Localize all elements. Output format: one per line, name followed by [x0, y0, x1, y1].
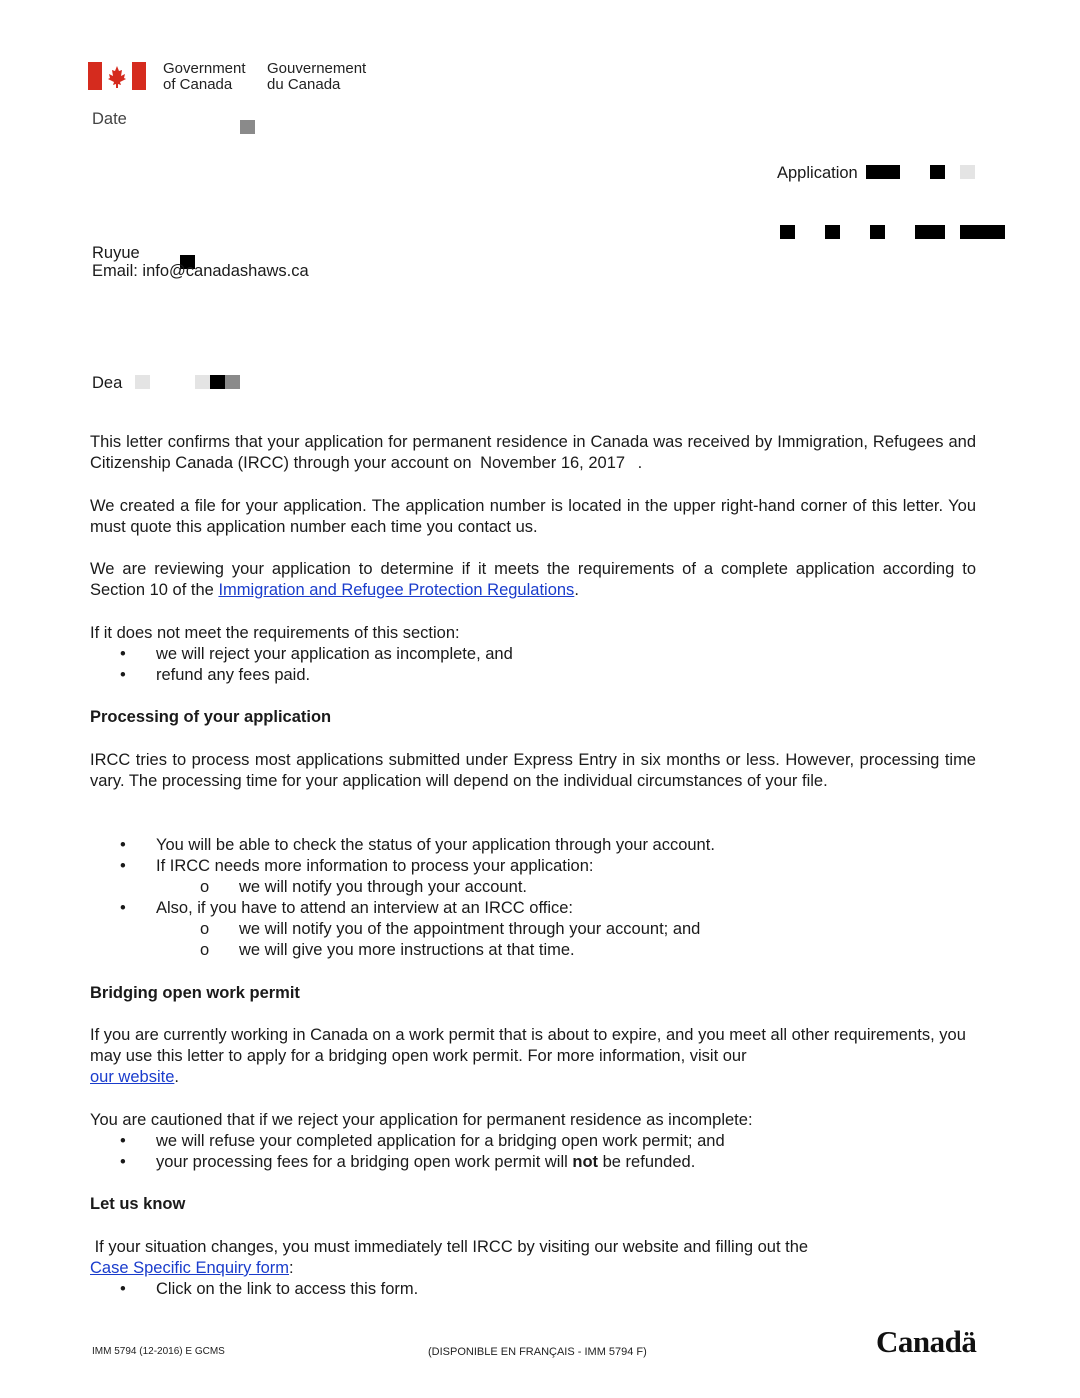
- bullet-glyph: •: [120, 899, 126, 917]
- redaction-block: [210, 375, 225, 389]
- emphasis-not: not: [572, 1153, 599, 1171]
- bullet-glyph: •: [120, 1153, 126, 1171]
- recipient-email: Email: info@canadashaws.ca: [92, 262, 309, 280]
- redaction-block: [825, 225, 840, 239]
- irpr-link[interactable]: Immigration and Refugee Protection Regulations: [218, 581, 575, 599]
- sub-list-item: [200, 877, 970, 898]
- list-item: [120, 856, 970, 877]
- case-specific-enquiry-link[interactable]: Case Specific Enquiry form: [90, 1259, 289, 1277]
- redaction-block: [225, 375, 240, 389]
- heading-bridging: Bridging open work permit: [90, 984, 300, 1002]
- bridging-text: If you are currently working in Canada on a work permit that is about to expire, and you meet all other requirements, you may use this letter to apply for a bridging open work permit. For more information, visit our: [90, 1026, 966, 1065]
- requirements-intro: If it does not meet the requirements of this section:: [90, 624, 460, 642]
- gov-fr-line1: Gouvernement: [267, 60, 367, 77]
- paragraph-reviewing: [90, 559, 976, 601]
- redaction-block: [930, 165, 945, 179]
- salutation: Dea: [92, 374, 123, 392]
- list-item-text: we will refuse your completed application for a bridging open work permit; and: [156, 1132, 725, 1150]
- list-item: [120, 1131, 970, 1152]
- list-item-text: Also, if you have to attend an interview at an IRCC office:: [156, 899, 574, 917]
- our-website-link[interactable]: our website: [90, 1068, 175, 1086]
- sub-list-item: [200, 919, 970, 940]
- canada-flag-icon: [88, 62, 146, 90]
- gov-name-en: [163, 61, 246, 93]
- form-code: IMM 5794 (12-2016) E GCMS: [92, 1346, 225, 1357]
- list-item-text: [156, 1153, 695, 1171]
- paragraph-confirmation: [90, 432, 976, 474]
- redaction-block: [915, 225, 945, 239]
- redaction-block: [195, 375, 210, 389]
- list-item-text: You will be able to check the status of your application through your account.: [156, 836, 715, 854]
- redaction-block: [135, 375, 150, 389]
- redaction-block: [780, 225, 795, 239]
- caution-intro: You are cautioned that if we reject your application for permanent residence as incomplete:: [90, 1111, 753, 1129]
- sub-list-item: [200, 940, 970, 961]
- period: .: [174, 1068, 179, 1086]
- list-item-text: refund any fees paid.: [156, 666, 311, 684]
- recipient-name: Ruyue: [92, 244, 140, 262]
- gov-en-line2: of Canada: [163, 76, 233, 93]
- redaction-block: [240, 120, 255, 134]
- list-item-text: Click on the link to access this form.: [156, 1280, 419, 1298]
- list-item-text: we will give you more instructions at that time.: [239, 941, 575, 959]
- list-item: [120, 644, 940, 665]
- list-item-text: we will notify you through your account.: [239, 878, 527, 896]
- paragraph-file-created: We created a file for your application. The application number is located in the upper right-hand corner of this letter. You must quote this application number each time you contact us.: [90, 497, 976, 536]
- list-item-text: If IRCC needs more information to process your application:: [156, 857, 594, 875]
- fees-text-end: be refunded.: [602, 1153, 696, 1171]
- redaction-block: [866, 165, 900, 179]
- sub-bullet-glyph: o: [200, 878, 210, 896]
- bullet-glyph: •: [120, 1132, 126, 1150]
- paragraph-let-us-know: If your situation changes, you must immediately tell IRCC by visiting our website and filling out the: [90, 1238, 809, 1256]
- list-item-text: we will notify you of the appointment through your account; and: [239, 920, 701, 938]
- enquiry-link-line: [90, 1258, 294, 1279]
- heading-processing: Processing of your application: [90, 708, 332, 726]
- sub-bullet-glyph: o: [200, 920, 210, 938]
- paragraph-bridging: [90, 1025, 976, 1088]
- heading-let-us-know: Let us know: [90, 1195, 186, 1213]
- canada-wordmark: Canadä: [876, 1324, 977, 1359]
- french-availability: (DISPONIBLE EN FRANÇAIS - IMM 5794 F): [428, 1346, 647, 1358]
- application-label: Application: [777, 164, 858, 182]
- colon: :: [289, 1259, 294, 1277]
- list-item: [120, 1279, 970, 1300]
- redaction-block: [870, 225, 885, 239]
- redaction-block: [960, 225, 1005, 239]
- gov-name-fr: [267, 61, 366, 93]
- received-date: November 16, 2017: [480, 454, 626, 472]
- period: .: [637, 454, 643, 472]
- bullet-glyph: •: [120, 836, 126, 854]
- bullet-glyph: •: [120, 645, 126, 663]
- list-item: [120, 665, 940, 686]
- date-label: Date: [92, 110, 127, 128]
- bullet-glyph: •: [120, 1280, 126, 1298]
- list-item: [120, 835, 970, 856]
- list-item-text: we will reject your application as incomplete, and: [156, 645, 513, 663]
- sub-bullet-glyph: o: [200, 941, 210, 959]
- redaction-block: [960, 165, 975, 179]
- list-item: [120, 898, 970, 919]
- bullet-glyph: •: [120, 666, 126, 684]
- paragraph-processing: IRCC tries to process most applications submitted under Express Entry in six months or less. However, processing time vary. The processing time for your application will depend on the individual circumstances of your file.: [90, 751, 976, 790]
- period: .: [574, 581, 579, 599]
- list-item: [120, 1152, 970, 1173]
- reviewing-text: We are reviewing your application to determine if it meets the requirements of a complete application according to Section 10 of the: [90, 560, 976, 599]
- gov-fr-line2: du Canada: [267, 76, 341, 93]
- fees-text: your processing fees for a bridging open work permit will: [156, 1153, 568, 1171]
- bullet-glyph: •: [120, 857, 126, 875]
- confirmation-text: This letter confirms that your application for permanent residence in Canada was received by Immigration, Refugees and Citizenship Canada (IRCC) through your account on: [90, 433, 976, 472]
- gov-en-line1: Government: [163, 60, 246, 77]
